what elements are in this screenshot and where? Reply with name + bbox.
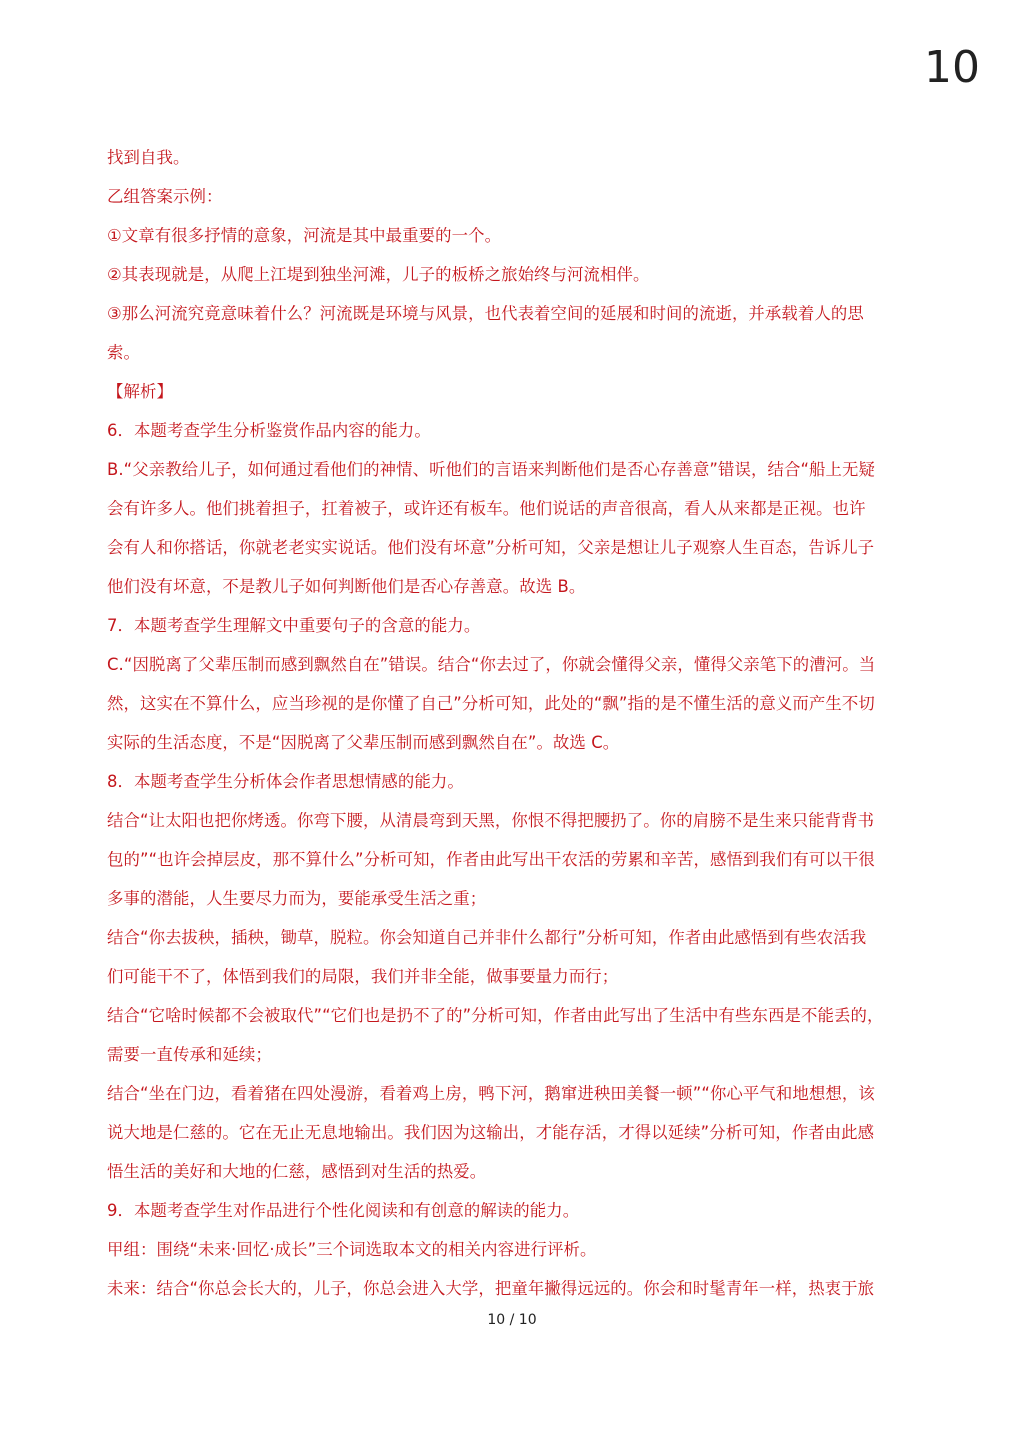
text-line: 【解析】 [107, 382, 173, 401]
text-line: 索。 [107, 343, 140, 362]
text-line: 会有许多人。他们挑着担子，扛着被子，或许还有板车。他们说话的声音很高，看人从来都是正视。也许 [107, 499, 866, 518]
page-number-top: 10 [924, 42, 980, 93]
text-line: 6．本题考查学生分析鉴赏作品内容的能力。 [107, 421, 431, 440]
text-line: 甲组：围绕“未来·回忆·成长”三个词选取本文的相关内容进行评析。 [107, 1240, 597, 1259]
text-line: B.“父亲教给儿子，如何通过看他们的神情、听他们的言语来判断他们是否心存善意”错误，结合“船上无疑 [107, 460, 876, 479]
text-line: 他们没有坏意，不是教儿子如何判断他们是否心存善意。故选 B。 [107, 577, 586, 596]
text-line: 多事的潜能，人生要尽力而为，要能承受生活之重； [107, 889, 487, 908]
text-line: 7．本题考查学生理解文中重要句子的含意的能力。 [107, 616, 481, 635]
text-line: ③那么河流究竟意味着什么？河流既是环境与风景，也代表着空间的延展和时间的流逝，并承载着人的思 [107, 304, 864, 323]
page-footer: 10 / 10 [487, 1312, 537, 1328]
text-line: 结合“它啥时候都不会被取代”“它们也是扔不了的”分析可知，作者由此写出了生活中有些东西是不能丢的， [107, 1006, 884, 1025]
text-line: 需要一直传承和延续； [107, 1045, 272, 1064]
text-line: 结合“坐在门边，看着猪在四处漫游，看着鸡上房，鸭下河，鹅窜进秧田美餐一顿”“你心平气和地想想，该 [107, 1084, 875, 1103]
text-line: 乙组答案示例： [107, 187, 223, 206]
text-line: 悟生活的美好和大地的仁慈，感悟到对生活的热爱。 [107, 1162, 487, 1181]
text-line: 实际的生活态度，不是“因脱离了父辈压制而感到飘然自在”。故选 C。 [107, 733, 620, 752]
text-line: 未来：结合“你总会长大的，儿子，你总会进入大学，把童年撇得远远的。你会和时髦青年一样，热衷于旅 [107, 1279, 875, 1298]
text-line: ②其表现就是，从爬上江堤到独坐河滩，儿子的板桥之旅始终与河流相伴。 [107, 265, 650, 284]
text-line: 结合“你去拔秧，插秧，锄草，脱粒。你会知道自己并非什么都行”分析可知，作者由此感悟到有些农活我 [107, 928, 867, 947]
text-line: 说大地是仁慈的。它在无止无息地输出。我们因为这输出，才能存活，才得以延续”分析可知，作者由此感 [107, 1123, 875, 1142]
text-line: 然，这实在不算什么，应当珍视的是你懂了自己”分析可知，此处的“飘”指的是不懂生活的意义而产生不切 [107, 694, 875, 713]
text-line: C.“因脱离了父辈压制而感到飘然自在”错误。结合“你去过了，你就会懂得父亲，懂得父亲笔下的漕河。当 [107, 655, 876, 674]
document-body [107, 138, 919, 1308]
text-line: 包的”“也许会掉层皮，那不算什么”分析可知，作者由此写出干农活的劳累和辛苦，感悟到我们有可以干很 [107, 850, 875, 869]
text-line: 结合“让太阳也把你烤透。你弯下腰，从清晨弯到天黑，你恨不得把腰扔了。你的肩膀不是生来只能背背书 [107, 811, 875, 830]
text-line: 8．本题考查学生分析体会作者思想情感的能力。 [107, 772, 464, 791]
text-line: 们可能干不了，体悟到我们的局限，我们并非全能，做事要量力而行； [107, 967, 619, 986]
text-line: 找到自我。 [107, 148, 190, 167]
text-line: 会有人和你搭话，你就老老实实说话。他们没有坏意”分析可知，父亲是想让儿子观察人生百态，告诉儿子 [107, 538, 875, 557]
text-line: 9．本题考查学生对作品进行个性化阅读和有创意的解读的能力。 [107, 1201, 580, 1220]
text-line: ①文章有很多抒情的意象，河流是其中最重要的一个。 [107, 226, 502, 245]
